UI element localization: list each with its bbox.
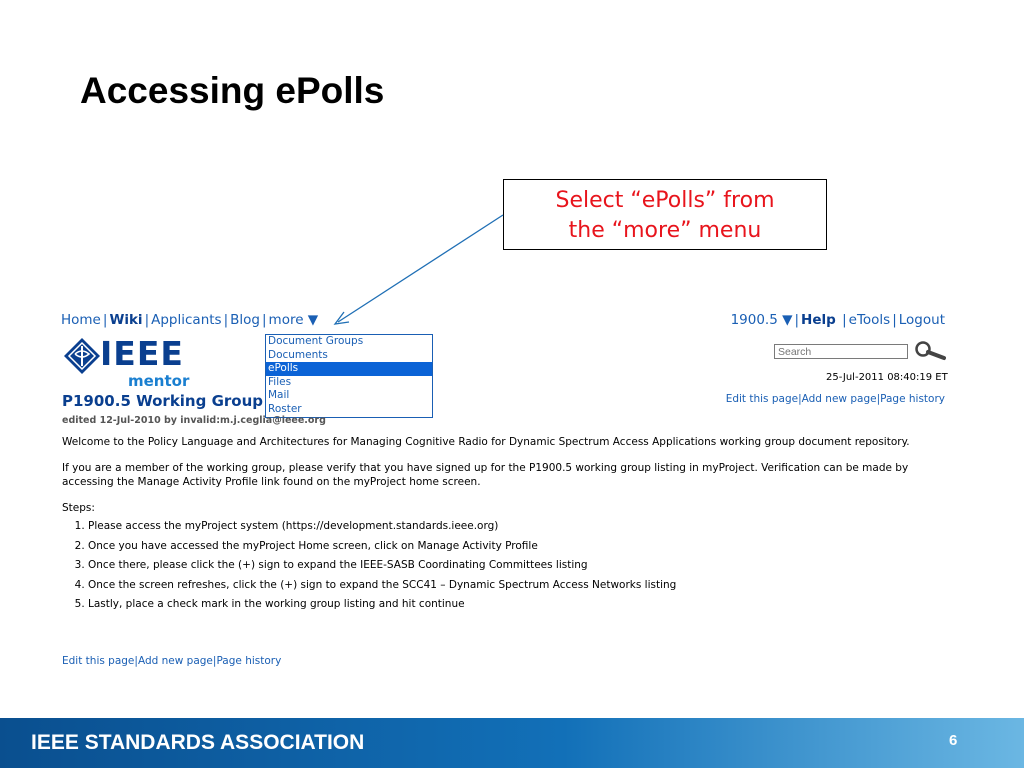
verify-paragraph: If you are a member of the working group, please verify that you have signed up for the P1900.5 working group listing in myProject. Verification can be made by accessing the Manage Activity Profile link found on the myProject home screen.	[62, 462, 909, 488]
edit-page-link[interactable]: Edit this page	[62, 655, 135, 667]
menu-item-document-groups[interactable]: Document Groups	[268, 335, 364, 347]
page-title: P1900.5 Working Group	[62, 392, 263, 410]
step-item: 1. Please access the myProject system (https://development.standards.ieee.org)	[88, 519, 942, 533]
user-navigation	[731, 312, 945, 328]
link-separator: |	[212, 655, 217, 667]
add-page-link[interactable]: Add new page	[137, 655, 213, 667]
step-item: 4. Once the screen refreshes, click the (+) sign to expand the SCC41 – Dynamic Spectrum Access Networks listing	[88, 578, 942, 592]
step-item: 2. Once you have accessed the myProject Home screen, click on Manage Activity Profile	[88, 539, 942, 553]
edit-page-link[interactable]: Edit this page	[725, 393, 799, 405]
nav-separator: |	[261, 312, 267, 328]
edited-info: edited 12-Jul-2010 by invalid:m.j.ceglia@ieee.org	[62, 415, 326, 426]
logo-ieee-text: IEEE	[100, 334, 184, 373]
link-separator: |	[798, 393, 802, 405]
add-page-link[interactable]: Add new page	[801, 393, 877, 405]
search-input[interactable]	[774, 344, 908, 359]
page-history-link[interactable]: Page history	[880, 393, 945, 405]
top-navigation	[61, 312, 318, 328]
slide-page-number: 6	[949, 732, 958, 749]
nav-separator: |	[892, 312, 897, 328]
step-item: 5. Lastly, place a check mark in the working group listing and hit continue	[88, 597, 942, 611]
page-history-link[interactable]: Page history	[216, 655, 282, 667]
menu-item-roster[interactable]: Roster	[268, 402, 302, 415]
slide-title: Accessing ePolls	[80, 70, 385, 111]
welcome-paragraph: Welcome to the Policy Language and Architectures for Managing Cognitive Radio for Dynamic Spectrum Access Applications working group document repository.	[62, 436, 910, 448]
callout-line-1: Select “ePolls” from	[555, 188, 775, 213]
nav-separator: |	[223, 312, 229, 328]
current-datetime: 25-Jul-2011 08:40:19 ET	[826, 372, 948, 383]
footer-brand: IEEE STANDARDS ASSOCIATION	[31, 731, 365, 754]
more-dropdown-menu	[265, 334, 433, 418]
nav-separator: |	[794, 312, 800, 328]
nav-blog-link[interactable]: Blog	[230, 312, 260, 328]
step-item: 3. Once there, please click the (+) sign to expand the IEEE-SASB Coordinating Committees listing	[88, 558, 942, 572]
logout-link[interactable]: Logout	[898, 312, 945, 328]
help-link[interactable]: Help	[801, 312, 836, 328]
steps-label: Steps:	[62, 502, 95, 514]
nav-wiki-link[interactable]: Wiki	[109, 312, 143, 328]
steps-list	[62, 519, 942, 611]
link-separator: |	[134, 655, 138, 667]
page-actions-bottom	[62, 655, 281, 667]
logo-mentor-text: mentor	[128, 372, 190, 390]
search-magnifier-icon[interactable]	[914, 340, 946, 362]
page-content	[62, 435, 942, 617]
menu-item-epolls[interactable]: ePolls	[266, 362, 432, 376]
nav-more-menu[interactable]: more ▼	[268, 312, 319, 328]
nav-separator: |	[102, 312, 108, 328]
nav-applicants-link[interactable]: Applicants	[151, 312, 222, 328]
group-selector[interactable]: 1900.5 ▼	[730, 312, 793, 328]
menu-item-files[interactable]: Files	[268, 375, 292, 388]
page-actions-top	[726, 393, 945, 405]
nav-separator: |	[144, 312, 150, 328]
link-separator: |	[876, 393, 881, 405]
nav-separator: |	[837, 312, 847, 328]
etools-link[interactable]: eTools	[848, 312, 891, 328]
menu-item-documents[interactable]: Documents	[268, 348, 328, 361]
nav-home-link[interactable]: Home	[61, 312, 101, 328]
menu-item-mail[interactable]: Mail	[268, 389, 290, 402]
callout-line-2: the “more” menu	[568, 218, 762, 243]
